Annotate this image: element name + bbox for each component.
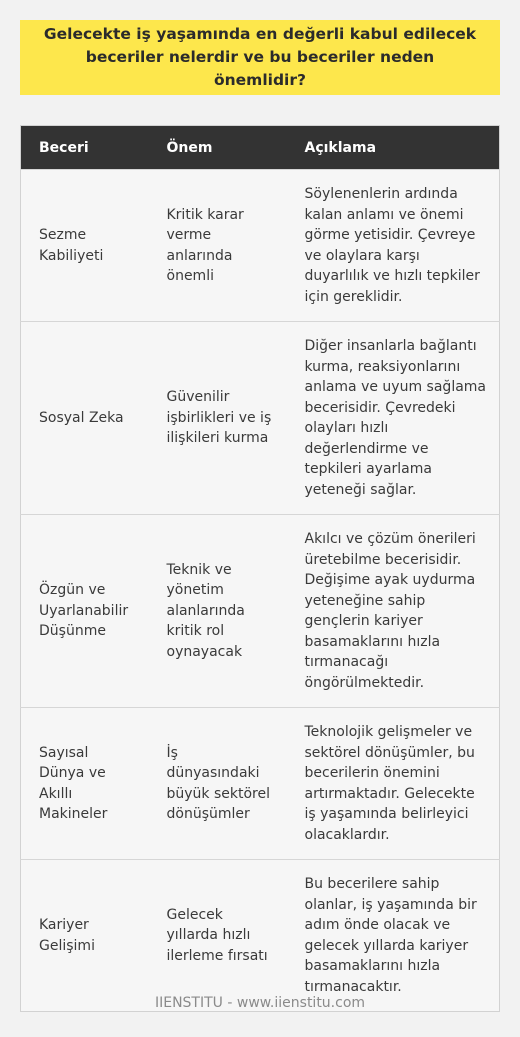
title-banner <box>20 20 500 95</box>
cell-aciklama: Diğer insanlarla bağlantı kurma, reaksiyonlarını anlama ve uyum sağlama becerisidir. Çevredeki olayları hızlı değerlendirme ve tepkileri ayarlama yeteneği sağlar. <box>287 322 500 515</box>
table-row <box>21 860 500 1012</box>
cell-aciklama: Söylenenlerin ardında kalan anlamı ve önemi görme yetisidir. Çevreye ve olaylara karşı duyarlılık ve hızlı tepkiler için gereklidir. <box>287 170 500 322</box>
cell-aciklama: Bu becerilere sahip olanlar, iş yaşamında bir adım önde olacak ve gelecek yıllarda kariyer basamaklarını hızla tırmanacaktır. <box>287 860 500 1012</box>
skills-table <box>20 125 500 1012</box>
cell-aciklama: Akılcı ve çözüm önerileri üretebilme becerisidir. Değişime ayak uydurma yeteneğine sahip gençlerin kariyer basamaklarını hızla tırmanacağı öngörülmektedir. <box>287 515 500 708</box>
column-header-beceri: Beceri <box>21 126 149 170</box>
cell-beceri: Özgün ve Uyarlanabilir Düşünme <box>21 515 149 708</box>
table-row <box>21 170 500 322</box>
cell-beceri: Sayısal Dünya ve Akıllı Makineler <box>21 708 149 860</box>
cell-onem: Güvenilir işbirlikleri ve iş ilişkileri kurma <box>149 322 287 515</box>
column-header-aciklama: Açıklama <box>287 126 500 170</box>
table-row <box>21 515 500 708</box>
page-title: Gelecekte iş yaşamında en değerli kabul edilecek beceriler nelerdir ve bu beceriler neden önemlidir? <box>43 25 477 89</box>
footer-credit: IIENSTITU - www.iienstitu.com <box>154 995 366 1011</box>
cell-beceri: Sezme Kabiliyeti <box>21 170 149 322</box>
cell-aciklama: Teknolojik gelişmeler ve sektörel dönüşümler, bu becerilerin önemini artırmaktadır. Gelecekte iş yaşamında belirleyici olacaklardır. <box>287 708 500 860</box>
table-row <box>21 322 500 515</box>
table-row <box>21 708 500 860</box>
table-header-row <box>21 126 500 170</box>
cell-onem: Gelecek yıllarda hızlı ilerleme fırsatı <box>149 860 287 1012</box>
cell-onem: İş dünyasındaki büyük sektörel dönüşümler <box>149 708 287 860</box>
column-header-onem: Önem <box>149 126 287 170</box>
cell-beceri: Sosyal Zeka <box>21 322 149 515</box>
cell-onem: Teknik ve yönetim alanlarında kritik rol oynayacak <box>149 515 287 708</box>
cell-onem: Kritik karar verme anlarında önemli <box>149 170 287 322</box>
cell-beceri: Kariyer Gelişimi <box>21 860 149 1012</box>
